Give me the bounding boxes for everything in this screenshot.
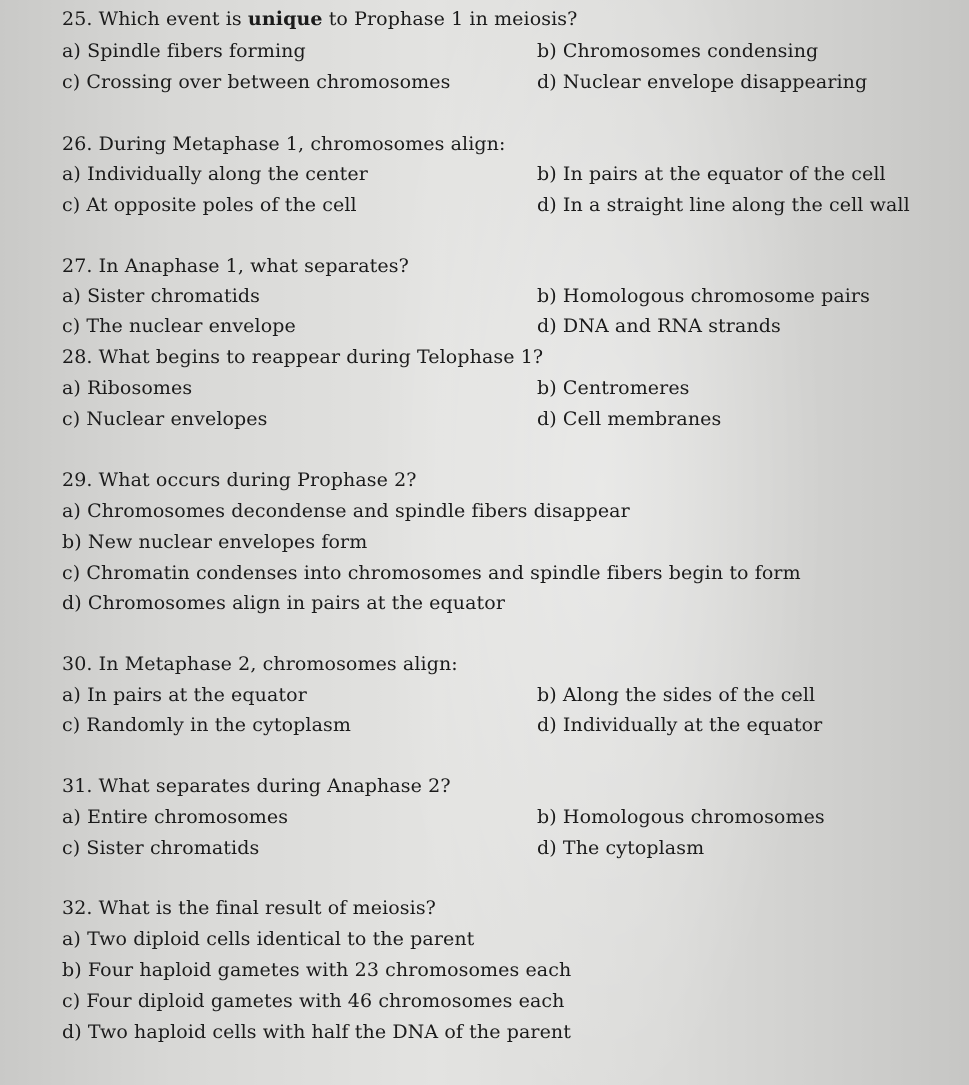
question-30-prompt: 30. In Metaphase 2, chromosomes align: <box>62 653 458 675</box>
question-30-option-b: b) Along the sides of the cell <box>537 684 816 706</box>
question-29-option-d: d) Chromosomes align in pairs at the equator <box>62 592 506 614</box>
question-29-prompt: 29. What occurs during Prophase 2? <box>62 469 417 491</box>
question-28-option-c: c) Nuclear envelopes <box>62 408 268 430</box>
question-31-prompt: 31. What separates during Anaphase 2? <box>62 775 451 797</box>
question-25-option-c: c) Crossing over between chromosomes <box>62 71 451 93</box>
question-31-option-d: d) The cytoplasm <box>537 837 705 859</box>
question-30-option-c: c) Randomly in the cytoplasm <box>62 714 351 736</box>
question-28-option-d: d) Cell membranes <box>537 408 722 430</box>
question-27-option-b: b) Homologous chromosome pairs <box>537 285 870 307</box>
question-26-option-b: b) In pairs at the equator of the cell <box>537 163 886 185</box>
question-27-option-d: d) DNA and RNA strands <box>537 315 781 337</box>
question-28-option-a: a) Ribosomes <box>62 377 193 399</box>
question-30-option-d: d) Individually at the equator <box>537 714 823 736</box>
question-25-option-b: b) Chromosomes condensing <box>537 40 819 62</box>
question-29-option-c: c) Chromatin condenses into chromosomes and spindle fibers begin to form <box>62 562 801 584</box>
question-32-option-b: b) Four haploid gametes with 23 chromosomes each <box>62 959 572 981</box>
question-25-option-a: a) Spindle fibers forming <box>62 40 306 62</box>
question-27-option-c: c) The nuclear envelope <box>62 315 296 337</box>
question-25-option-d: d) Nuclear envelope disappearing <box>537 71 868 93</box>
question-26-prompt: 26. During Metaphase 1, chromosomes align: <box>62 133 506 155</box>
question-27-option-a: a) Sister chromatids <box>62 285 260 307</box>
question-29-option-a: a) Chromosomes decondense and spindle fibers disappear <box>62 500 630 522</box>
question-28-prompt: 28. What begins to reappear during Telophase 1? <box>62 346 544 368</box>
question-26-option-d: d) In a straight line along the cell wall <box>537 194 910 216</box>
question-29-option-b: b) New nuclear envelopes form <box>62 531 368 553</box>
question-26-option-a: a) Individually along the center <box>62 163 368 185</box>
question-31-option-b: b) Homologous chromosomes <box>537 806 825 828</box>
question-25-prompt: 25. Which event is unique to Prophase 1 in meiosis? <box>62 8 578 30</box>
question-26-option-c: c) At opposite poles of the cell <box>62 194 357 216</box>
question-28-option-b: b) Centromeres <box>537 377 690 399</box>
question-32-option-c: c) Four diploid gametes with 46 chromosomes each <box>62 990 565 1012</box>
question-31-option-c: c) Sister chromatids <box>62 837 260 859</box>
question-30-option-a: a) In pairs at the equator <box>62 684 307 706</box>
question-32-option-a: a) Two diploid cells identical to the parent <box>62 928 475 950</box>
question-25-emphasis: unique <box>247 8 323 30</box>
question-32-prompt: 32. What is the final result of meiosis? <box>62 897 436 919</box>
question-27-prompt: 27. In Anaphase 1, what separates? <box>62 255 409 277</box>
question-32-option-d: d) Two haploid cells with half the DNA of the parent <box>62 1021 571 1043</box>
question-31-option-a: a) Entire chromosomes <box>62 806 289 828</box>
